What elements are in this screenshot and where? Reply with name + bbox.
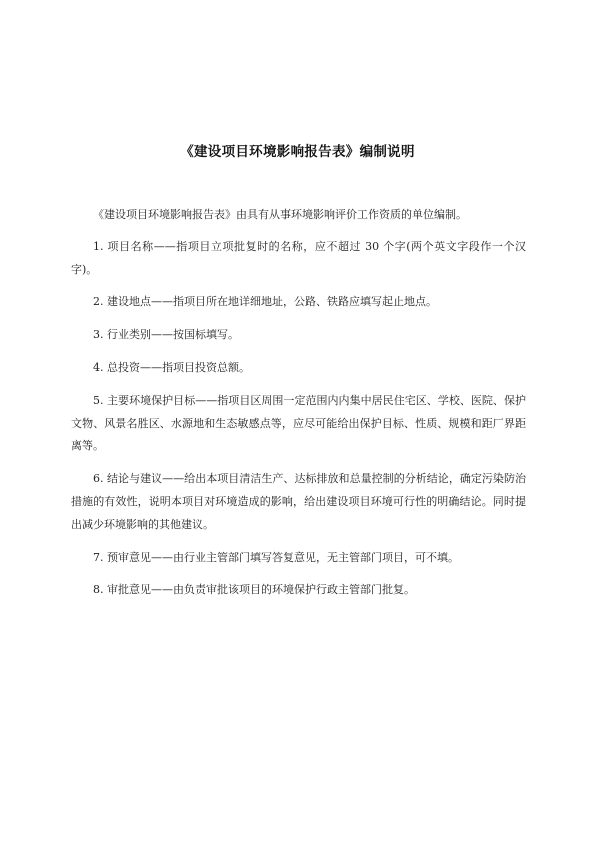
instruction-item-7: 7. 预审意见——由行业主管部门填写答复意见，无主管部门项目，可不填。 [93,550,459,564]
instruction-item-6: 6. 结论与建议——给出本项目清洁生产、达标排放和总量控制的分析结论，确定污染防治措施的有效性，说明本项目对环境造成的影响，给出建设项目环境可行性的明确结论。同时提出减少环境影响的其他建议。 [71,472,526,531]
instruction-item-2: 2. 建设地点——指项目所在地详细地址，公路、铁路应填写起止地点。 [93,295,437,309]
instruction-item-8: 8. 审批意见——由负责审批该项目的环境保护行政主管部门批复。 [93,583,415,597]
instruction-item-5: 5. 主要环境保护目标——指项目区周围一定范围内内集中居民住宅区、学校、医院、保护文物、风景名胜区、水源地和生态敏感点等，应尽可能给出保护目标、性质、规模和距厂界距离等。 [71,393,526,453]
document-title: 《建设项目环境影响报告表》编制说明 [180,144,415,160]
document-body [71,204,526,612]
instruction-item-1: 1. 项目名称——指项目立项批复时的名称，应不超过 30 个字(两个英文字段作一个汉字)。 [71,239,526,276]
intro-paragraph: 《建设项目环境影响报告表》由具有从事环境影响评价工作资质的单位编制。 [93,208,467,221]
instruction-item-4: 4. 总投资——指项目投资总额。 [93,360,250,374]
instruction-item-3: 3. 行业类别——按国标填写。 [93,328,239,342]
